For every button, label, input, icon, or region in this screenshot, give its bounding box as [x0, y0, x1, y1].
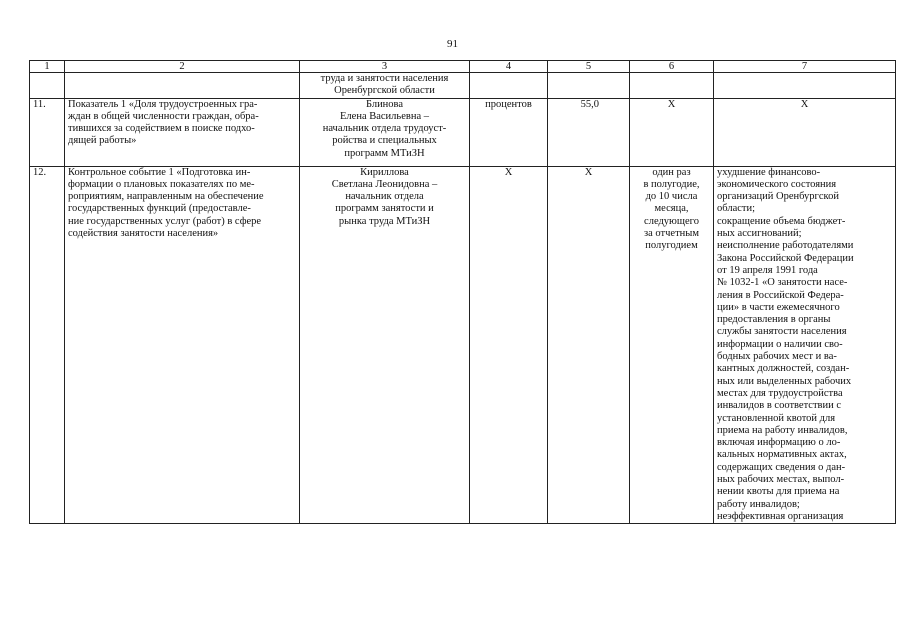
text-line: Закона Российской Федерации: [717, 252, 854, 264]
text-line: службы занятости населения: [717, 326, 847, 338]
text-line: ления в Российской Федера-: [717, 289, 844, 301]
row-unit: Х: [470, 166, 548, 524]
text-line: неисполнение работодателями: [717, 240, 854, 252]
text-line: государственных функций (предоставле-: [68, 203, 251, 215]
continuation-cell-4: [470, 73, 548, 99]
row-responsible: [300, 98, 470, 166]
text-line: за отчетным: [644, 228, 699, 240]
text-line: включая информацию о ло-: [717, 437, 841, 449]
header-cell-5: 5: [548, 61, 630, 73]
text-line: ройства и специальных: [332, 135, 437, 147]
row-unit: процентов: [470, 98, 548, 166]
text-line: Светлана Леонидовна –: [331, 178, 438, 190]
continuation-cell-6: [630, 73, 714, 99]
text-line: ции» в части ежемесячного: [717, 301, 840, 313]
text-line: начальник отдела трудоуст-: [322, 123, 447, 135]
text-line: кальных нормативных актах,: [717, 449, 847, 461]
row-deadline: [630, 166, 714, 524]
text-line: от 19 апреля 1991 года: [717, 264, 818, 276]
text-line: Елена Васильевна –: [340, 110, 429, 122]
text-line: ных ассигнований;: [717, 228, 802, 240]
text-line: ных рабочих местах, выпол-: [717, 474, 845, 486]
continuation-responsible: [300, 73, 470, 99]
text-line: содержащих сведения о дан-: [717, 461, 846, 473]
text-line: сокращение объема бюджет-: [717, 215, 846, 227]
text-line: формации о плановых показателях по ме-: [68, 178, 255, 190]
text-line: предоставления в органы: [717, 314, 831, 326]
row-name: [65, 98, 300, 166]
text-line: ухудшение финансово-: [717, 166, 821, 178]
text-line: рынка труда МТиЗН: [338, 215, 431, 227]
text-line: экономического состояния: [717, 178, 837, 190]
continuation-cell-2: [65, 73, 300, 99]
header-cell-1: 1: [30, 61, 65, 73]
text-line: один раз: [652, 166, 691, 178]
text-line: установленной квотой для: [717, 412, 836, 424]
text-line: в полугодие,: [643, 178, 700, 190]
text-line: труда и занятости населения: [320, 73, 449, 84]
table-row: [30, 98, 896, 166]
text-line: кантных должностей, создан-: [717, 363, 850, 375]
text-line: месяца,: [654, 203, 689, 215]
text-line: ждан в общей численности граждан, обра-: [68, 110, 259, 122]
row-value: 55,0: [548, 98, 630, 166]
text-line: инвалидов в соответствии с: [717, 400, 842, 412]
text-line: программ занятости и: [335, 203, 434, 215]
text-line: области;: [717, 203, 756, 215]
document-table: [29, 60, 896, 524]
text-line: нении квоты для приема на: [717, 486, 840, 498]
row-number: 12.: [30, 166, 65, 524]
text-line: приема на работу инвалидов,: [717, 424, 848, 436]
row-risks: Х: [714, 98, 896, 166]
text-line: бодных рабочих мест и ва-: [717, 351, 837, 363]
page-number: 91: [447, 38, 458, 50]
text-line: местах для трудоустройства: [717, 387, 843, 399]
header-cell-4: 4: [470, 61, 548, 73]
continuation-cell-1: [30, 73, 65, 99]
continuation-cell-5: [548, 73, 630, 99]
text-line: Контрольное событие 1 «Подготовка ин-: [68, 166, 251, 178]
text-line: начальник отдела: [345, 191, 424, 203]
text-line: программ МТиЗН: [344, 147, 425, 159]
text-line: Кириллова: [360, 166, 409, 178]
text-line: ние государственных услуг (работ) в сфере: [68, 215, 262, 227]
header-cell-2: 2: [65, 61, 300, 73]
continuation-row: [30, 73, 896, 99]
continuation-cell-7: [714, 73, 896, 99]
text-line: содействия занятости населения»: [68, 228, 219, 240]
text-line: ных или выделенных рабочих: [717, 375, 852, 387]
text-line: Показатель 1 «Доля трудоустроенных гра-: [68, 98, 258, 110]
text-line: роприятиям, направленным на обеспечение: [68, 191, 264, 203]
row-deadline: Х: [630, 98, 714, 166]
text-line: дящей работы»: [68, 135, 137, 147]
row-responsible: [300, 166, 470, 524]
text-line: Блинова: [365, 98, 404, 110]
row-number: 11.: [30, 98, 65, 166]
header-row: [30, 61, 896, 73]
row-risks: [714, 166, 896, 524]
text-line: работу инвалидов;: [717, 498, 800, 510]
row-name: [65, 166, 300, 524]
text-line: тившихся за содействием в поиске подхо-: [68, 123, 255, 135]
text-line: до 10 числа: [645, 191, 698, 203]
text-line: неэффективная организация: [717, 510, 844, 522]
text-line: следующего: [644, 215, 699, 227]
text-line: организаций Оренбургской: [717, 191, 839, 203]
header-cell-3: 3: [300, 61, 470, 73]
header-cell-7: 7: [714, 61, 896, 73]
table-row: [30, 166, 896, 524]
row-value: Х: [548, 166, 630, 524]
text-line: полугодием: [645, 240, 698, 252]
text-line: информации о наличии сво-: [717, 338, 843, 350]
text-line: № 1032-1 «О занятости насе-: [717, 277, 848, 289]
header-cell-6: 6: [630, 61, 714, 73]
text-line: Оренбургской области: [334, 85, 435, 97]
